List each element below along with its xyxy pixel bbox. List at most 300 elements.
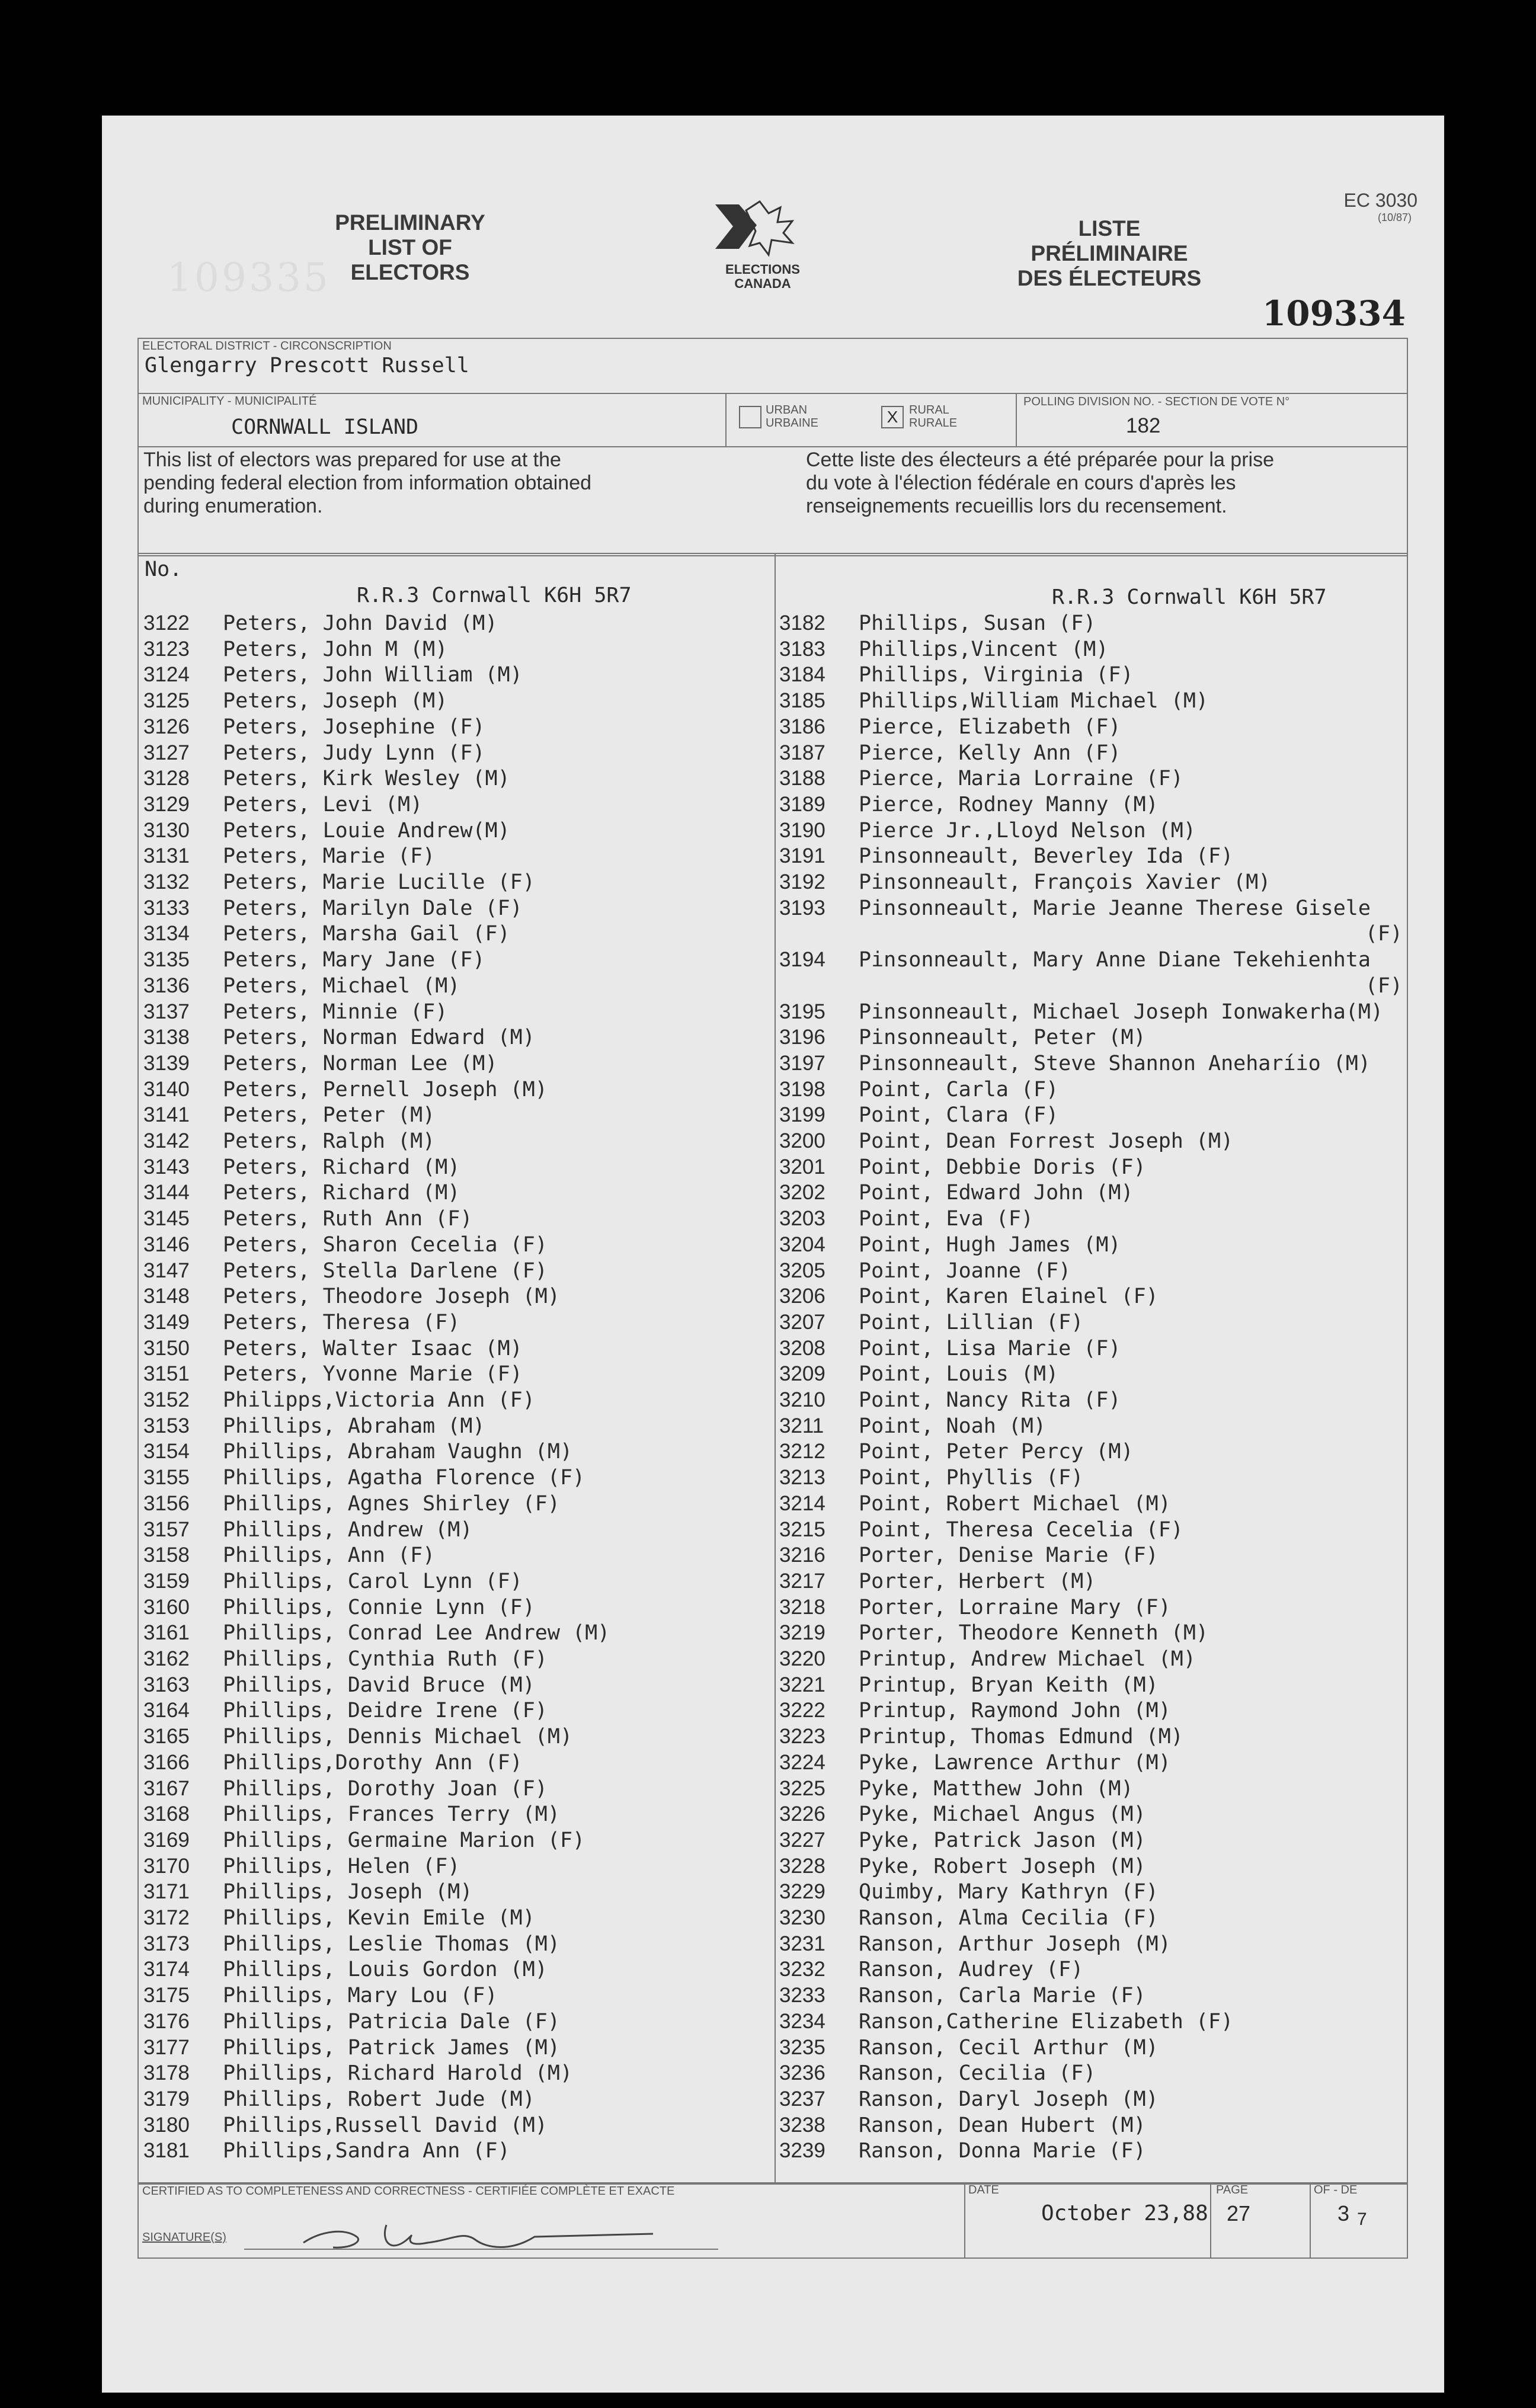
elector-number: 3139 <box>143 1051 190 1075</box>
elector-name: Point, Carla (F) <box>859 1077 1059 1101</box>
elector-number: 3227 <box>779 1828 825 1852</box>
elector-name: Peters, Louie Andrew(M) <box>223 818 510 843</box>
elector-name: Pierce, Rodney Manny (M) <box>859 792 1159 816</box>
elector-row <box>779 1776 1403 1802</box>
elector-row <box>143 1801 772 1827</box>
elector-number: 3232 <box>779 1958 825 1981</box>
elector-name: Porter, Herbert (M) <box>859 1569 1096 1593</box>
elector-number: 3215 <box>779 1517 825 1541</box>
elector-number: 3221 <box>779 1673 825 1696</box>
elector-row <box>779 1801 1403 1827</box>
elector-name: Peters, John William (M) <box>223 663 523 687</box>
elector-name: Ranson, Dean Hubert (M) <box>859 2113 1146 2137</box>
elector-name: Point, Karen Elainel (F) <box>859 1285 1159 1309</box>
elector-name: Ranson, Carla Marie (F) <box>859 1984 1146 2008</box>
elector-row <box>779 1051 1403 1077</box>
elector-row <box>143 1465 772 1491</box>
elector-name: Phillips, Patricia Dale (F) <box>223 2009 560 2034</box>
elector-name: Point, Theresa Cecelia (F) <box>859 1517 1183 1542</box>
elector-row <box>143 1879 772 1905</box>
elector-name: Pyke, Robert Joseph (M) <box>859 1854 1146 1878</box>
elector-row <box>779 1983 1403 2009</box>
faint-serial: 109335 <box>167 255 331 300</box>
elector-name: Peters, Judy Lynn (F) <box>223 741 485 765</box>
elector-row <box>779 1077 1403 1103</box>
elector-number: 3177 <box>143 2035 190 2059</box>
elector-number: 3202 <box>779 1181 825 1205</box>
elector-row <box>779 1232 1403 1258</box>
elector-name: Point, Robert Michael (M) <box>859 1491 1171 1516</box>
elector-number: 3172 <box>143 1906 190 1929</box>
page-label: PAGE <box>1216 2183 1249 2196</box>
elector-number: 3190 <box>779 818 825 842</box>
elector-name: Peters, Levi (M) <box>223 792 423 816</box>
elector-number: 3182 <box>779 611 825 635</box>
elector-number: 3179 <box>143 2087 190 2111</box>
elector-row <box>779 766 1403 792</box>
elector-name: Peters, Ralph (M) <box>223 1129 436 1153</box>
elector-name: Ranson,Catherine Elizabeth (F) <box>859 2009 1234 2034</box>
elector-name: Phillips, Joseph (M) <box>223 1880 473 1904</box>
elector-number: 3168 <box>143 1802 190 1826</box>
elector-number: 3229 <box>779 1880 825 1904</box>
elector-row <box>779 2009 1403 2035</box>
elector-name: Phillips, Ann (F) <box>223 1544 436 1568</box>
elector-row <box>779 1568 1403 1594</box>
elector-name: Phillips, Germaine Marion (F) <box>223 1828 585 1852</box>
elector-number: 3205 <box>779 1259 825 1282</box>
elector-name: Peters, Mary Jane (F) <box>223 948 485 972</box>
elector-row <box>143 1283 772 1309</box>
elector-name: Phillips,Dorothy Ann (F) <box>223 1750 523 1775</box>
elector-row <box>779 1646 1403 1672</box>
elector-number: 3152 <box>143 1388 190 1411</box>
elector-number: 3138 <box>143 1026 190 1049</box>
elector-row <box>143 1387 772 1413</box>
elector-row-continuation <box>779 921 1403 947</box>
right-address: R.R.3 Cornwall K6H 5R7 <box>1052 585 1327 609</box>
form-date: (10/87) <box>1377 212 1412 223</box>
elector-row <box>779 1309 1403 1336</box>
elector-name: Pierce Jr.,Lloyd Nelson (M) <box>859 818 1196 843</box>
municipality-value: CORNWALL ISLAND <box>231 415 419 439</box>
elector-name: Porter, Lorraine Mary (F) <box>859 1595 1171 1619</box>
elector-name: Phillips, Helen (F) <box>223 1854 460 1878</box>
elector-number: 3187 <box>779 741 825 764</box>
elector-row <box>143 1517 772 1543</box>
elector-name: Ranson, Cecil Arthur (M) <box>859 2035 1159 2060</box>
elector-number: 3141 <box>143 1103 190 1127</box>
elector-row <box>779 1750 1403 1776</box>
title-french: LISTE PRÉLIMINAIRE DES ÉLECTEURS <box>1017 216 1202 290</box>
elector-name: Phillips, Abraham (M) <box>223 1414 485 1438</box>
elector-name: Pierce, Elizabeth (F) <box>859 715 1121 739</box>
elector-name: Pinsonneault, Steve Shannon Aneharíio (M) <box>859 1051 1371 1075</box>
elector-number: 3209 <box>779 1362 825 1386</box>
elector-name: Printup, Andrew Michael (M) <box>859 1647 1196 1671</box>
elector-name: Phillips, Dennis Michael (M) <box>223 1725 573 1749</box>
urban-label: URBAN URBAINE <box>766 404 818 430</box>
elector-row <box>143 1361 772 1387</box>
elector-name: Peters, Joseph (M) <box>223 689 448 713</box>
elector-number: 3198 <box>779 1077 825 1101</box>
elector-name: Ranson, Cecilia (F) <box>859 2061 1096 2086</box>
elector-name: Phillips, Andrew (M) <box>223 1517 473 1542</box>
elector-number: 3159 <box>143 1569 190 1593</box>
elector-row <box>779 1154 1403 1180</box>
elector-row <box>779 1439 1403 1465</box>
elector-number: 3136 <box>143 974 190 997</box>
certified-label: CERTIFIED AS TO COMPLETENESS AND CORRECTNESS - CERTIFIÉE COMPLÈTE ET EXACTE <box>142 2185 675 2198</box>
elector-name: Philipps,Victoria Ann (F) <box>223 1388 535 1412</box>
elector-name: Point, Louis (M) <box>859 1362 1059 1386</box>
polling-label: POLLING DIVISION NO. - SECTION DE VOTE N° <box>1023 395 1290 408</box>
signature-scribble <box>297 2207 665 2260</box>
elector-name: Phillips, Mary Lou (F) <box>223 1984 498 2008</box>
elector-name: Point, Nancy Rita (F) <box>859 1388 1121 1412</box>
elector-number: 3164 <box>143 1699 190 1722</box>
electors-list-form <box>102 116 1444 2393</box>
elector-number: 3147 <box>143 1259 190 1282</box>
elector-number: 3200 <box>779 1129 825 1152</box>
elector-number: 3194 <box>779 948 825 972</box>
elector-number: 3137 <box>143 1000 190 1023</box>
elector-number: 3207 <box>779 1310 825 1334</box>
polling-value: 182 <box>1126 414 1161 437</box>
elector-name: Peters, Marie Lucille (F) <box>223 870 535 894</box>
elector-name: Point, Debbie Doris (F) <box>859 1155 1146 1179</box>
elector-number: 3233 <box>779 1984 825 2007</box>
elector-number: 3169 <box>143 1828 190 1852</box>
elector-row <box>779 792 1403 818</box>
elector-row <box>779 2112 1403 2138</box>
elector-number: 3185 <box>779 689 825 713</box>
elector-number: 3224 <box>779 1750 825 1774</box>
elector-number: 3235 <box>779 2035 825 2059</box>
elector-row <box>779 662 1403 688</box>
elector-name: Pinsonneault, Mary Anne Diane Tekehienhta <box>859 948 1371 972</box>
elector-row <box>143 1413 772 1439</box>
elector-name: Phillips, Abraham Vaughn (M) <box>223 1440 573 1464</box>
elector-name: Point, Dean Forrest Joseph (M) <box>859 1129 1234 1153</box>
elector-name: Peters, Marie (F) <box>223 844 436 869</box>
elector-name: Phillips, David Bruce (M) <box>223 1673 535 1697</box>
elector-row <box>779 818 1403 844</box>
elector-name: Peters, Sharon Cecelia (F) <box>223 1232 548 1257</box>
elector-number: 3193 <box>779 896 825 920</box>
elector-row <box>779 1180 1403 1206</box>
elector-number: 3216 <box>779 1544 825 1567</box>
elector-number: 3144 <box>143 1181 190 1205</box>
elector-number: 3142 <box>143 1129 190 1152</box>
elector-name: Peters, Kirk Wesley (M) <box>223 767 510 791</box>
elector-row <box>779 1361 1403 1387</box>
urban-checkbox <box>739 406 761 428</box>
elector-row-continuation <box>779 973 1403 999</box>
elector-row <box>143 1180 772 1206</box>
number-header: No. <box>145 558 183 581</box>
elector-name: Phillips, Connie Lynn (F) <box>223 1595 535 1619</box>
elector-name: Pyke, Patrick Jason (M) <box>859 1828 1146 1852</box>
elector-name-continuation: (F) <box>1365 974 1403 998</box>
elector-number: 3161 <box>143 1621 190 1645</box>
elector-row <box>143 1024 772 1051</box>
elector-name: Peters, Michael (M) <box>223 974 460 998</box>
elector-row <box>143 2060 772 2086</box>
elector-name: Pyke, Michael Angus (M) <box>859 1802 1146 1827</box>
elector-name: Ranson, Donna Marie (F) <box>859 2139 1146 2163</box>
notice-english: This list of electors was prepared for use at the pending federal election from information obtained during enumeration. <box>143 449 592 517</box>
elector-number: 3166 <box>143 1750 190 1774</box>
elector-row <box>143 1672 772 1698</box>
elector-name: Phillips, Carol Lynn (F) <box>223 1569 523 1593</box>
elector-name: Peters, Richard (M) <box>223 1181 460 1205</box>
elector-name: Phillips, Louis Gordon (M) <box>223 1958 548 1982</box>
elector-row <box>143 714 772 740</box>
elector-number: 3230 <box>779 1906 825 1929</box>
elector-name: Pierce, Maria Lorraine (F) <box>859 767 1183 791</box>
elector-name: Ranson, Audrey (F) <box>859 1958 1084 1982</box>
elector-number: 3226 <box>779 1802 825 1826</box>
elector-name: Peters, Peter (M) <box>223 1103 436 1128</box>
elector-row <box>143 999 772 1025</box>
elector-name: Point, Peter Percy (M) <box>859 1440 1134 1464</box>
elector-row <box>779 947 1403 973</box>
elector-number: 3174 <box>143 1958 190 1981</box>
elector-row <box>143 2112 772 2138</box>
elector-name: Printup, Thomas Edmund (M) <box>859 1725 1183 1749</box>
left-address: R.R.3 Cornwall K6H 5R7 <box>357 584 632 607</box>
elector-number: 3191 <box>779 844 825 868</box>
elector-row <box>779 1905 1403 1931</box>
elector-name: Porter, Denise Marie (F) <box>859 1544 1159 1568</box>
elector-row <box>143 2086 772 2112</box>
elector-row <box>143 1258 772 1284</box>
elector-name: Peters, John David (M) <box>223 611 498 635</box>
signature-label: SIGNATURE(S) <box>142 2231 226 2244</box>
elector-number: 3236 <box>779 2061 825 2085</box>
elector-row <box>779 1698 1403 1724</box>
elector-row <box>779 1594 1403 1621</box>
elector-name: Printup, Bryan Keith (M) <box>859 1673 1159 1697</box>
elector-row <box>779 2138 1403 2164</box>
elector-row <box>143 973 772 999</box>
elector-row <box>143 869 772 895</box>
elector-row <box>779 1128 1403 1154</box>
elector-number: 3189 <box>779 792 825 816</box>
elector-number: 3211 <box>779 1414 824 1437</box>
elector-row <box>779 895 1403 921</box>
elector-row <box>143 1154 772 1180</box>
elector-number: 3163 <box>143 1673 190 1696</box>
elector-number: 3143 <box>143 1155 190 1179</box>
elector-row <box>779 636 1403 662</box>
elector-name: Peters, Theodore Joseph (M) <box>223 1285 560 1309</box>
elector-name: Printup, Raymond John (M) <box>859 1699 1171 1723</box>
elector-number: 3154 <box>143 1440 190 1464</box>
elector-row <box>143 1309 772 1336</box>
elector-number: 3220 <box>779 1647 825 1670</box>
elector-row <box>143 1102 772 1128</box>
column-divider <box>775 554 776 2183</box>
elector-row <box>143 1646 772 1672</box>
elector-name: Pinsonneault, Michael Joseph Ionwakerha(M) <box>859 1000 1384 1024</box>
elector-name: Peters, Richard (M) <box>223 1155 460 1179</box>
elector-row <box>779 1413 1403 1439</box>
elector-name: Pyke, Matthew John (M) <box>859 1776 1134 1801</box>
elector-name: Phillips, Susan (F) <box>859 611 1096 635</box>
elector-row <box>143 1439 772 1465</box>
elector-number: 3239 <box>779 2139 825 2163</box>
elector-name: Phillips, Leslie Thomas (M) <box>223 1932 560 1956</box>
elector-row <box>143 1776 772 1802</box>
elector-number: 3146 <box>143 1232 190 1256</box>
elector-row <box>779 1956 1403 1983</box>
elector-number: 3219 <box>779 1621 825 1645</box>
elector-name: Point, Clara (F) <box>859 1103 1059 1128</box>
elector-name: Phillips,Vincent (M) <box>859 637 1109 661</box>
elector-name: Point, Hugh James (M) <box>859 1232 1121 1257</box>
elector-number: 3176 <box>143 2009 190 2033</box>
elector-number: 3223 <box>779 1725 825 1749</box>
elector-row <box>143 1620 772 1646</box>
elector-name: Peters, Theresa (F) <box>223 1310 460 1334</box>
elector-row <box>779 1258 1403 1284</box>
elector-number: 3175 <box>143 1984 190 2007</box>
date-value: October 23,88 <box>1041 2201 1208 2226</box>
elector-name: Peters, Yvonne Marie (F) <box>223 1362 523 1386</box>
elector-number: 3178 <box>143 2061 190 2085</box>
elector-row <box>143 1542 772 1568</box>
elector-number: 3212 <box>779 1440 825 1464</box>
elector-name: Quimby, Mary Kathryn (F) <box>859 1880 1159 1904</box>
elector-number: 3133 <box>143 896 190 920</box>
elector-name: Point, Edward John (M) <box>859 1181 1134 1205</box>
elector-number: 3208 <box>779 1336 825 1360</box>
elector-row <box>779 2060 1403 2086</box>
elector-number: 3140 <box>143 1077 190 1101</box>
elector-number: 3160 <box>143 1595 190 1619</box>
elector-row <box>779 1024 1403 1051</box>
elector-name: Point, Noah (M) <box>859 1414 1047 1438</box>
elector-row <box>779 869 1403 895</box>
district-value: Glengarry Prescott Russell <box>145 354 469 377</box>
elector-name: Pierce, Kelly Ann (F) <box>859 741 1121 765</box>
elector-number: 3196 <box>779 1026 825 1049</box>
elector-number: 3122 <box>143 611 190 635</box>
elector-row <box>779 1931 1403 1957</box>
elector-name: Pinsonneault, Marie Jeanne Therese Gisele <box>859 896 1371 920</box>
elector-name: Phillips,Russell David (M) <box>223 2113 548 2137</box>
elector-name: Peters, Stella Darlene (F) <box>223 1259 548 1283</box>
elector-row <box>779 1102 1403 1128</box>
elector-number: 3173 <box>143 1932 190 1955</box>
rural-checkbox: X <box>881 406 904 428</box>
elector-row <box>143 2009 772 2035</box>
elector-name: Phillips, Richard Harold (M) <box>223 2061 573 2086</box>
elector-row <box>143 1724 772 1750</box>
elector-name: Phillips, Frances Terry (M) <box>223 1802 560 1827</box>
elector-row <box>779 1491 1403 1517</box>
elector-row <box>143 1568 772 1594</box>
elector-number: 3197 <box>779 1051 825 1075</box>
elector-name: Phillips, Agnes Shirley (F) <box>223 1491 560 1516</box>
elector-row <box>143 947 772 973</box>
elector-row <box>143 1077 772 1103</box>
elector-row <box>143 1827 772 1853</box>
elector-row <box>143 1206 772 1232</box>
elector-row <box>779 2086 1403 2112</box>
elector-number: 3150 <box>143 1336 190 1360</box>
elector-number: 3149 <box>143 1310 190 1334</box>
elector-row <box>779 1387 1403 1413</box>
elector-row <box>143 1698 772 1724</box>
elector-name: Peters, Ruth Ann (F) <box>223 1207 473 1231</box>
elector-row <box>143 1905 772 1931</box>
elector-row <box>779 999 1403 1025</box>
elector-name: Peters, Norman Edward (M) <box>223 1026 535 1050</box>
elector-name: Phillips,William Michael (M) <box>859 689 1209 713</box>
elector-number: 3156 <box>143 1491 190 1515</box>
elector-number: 3222 <box>779 1699 825 1722</box>
elector-row <box>779 1336 1403 1362</box>
elector-number: 3180 <box>143 2113 190 2137</box>
elector-row <box>779 714 1403 740</box>
notice-french: Cette liste des électeurs a été préparée pour la prise du vote à l'élection fédérale en cours d'après les renseignements recueillis lors du recensement. <box>806 449 1275 517</box>
elector-row <box>779 740 1403 766</box>
elector-row <box>143 921 772 947</box>
elector-name: Phillips, Dorothy Joan (F) <box>223 1776 548 1801</box>
elector-name: Peters, Norman Lee (M) <box>223 1051 498 1075</box>
elector-row <box>143 895 772 921</box>
elector-name: Point, Eva (F) <box>859 1207 1034 1231</box>
elector-number: 3125 <box>143 689 190 713</box>
elector-number: 3186 <box>779 715 825 738</box>
elector-name: Phillips, Kevin Emile (M) <box>223 1906 535 1930</box>
elector-name: Ranson, Arthur Joseph (M) <box>859 1932 1171 1956</box>
elector-row <box>143 688 772 714</box>
elector-number: 3188 <box>779 767 825 790</box>
elector-name-continuation: (F) <box>1365 922 1403 946</box>
district-label: ELECTORAL DISTRICT - CIRCONSCRIPTION <box>142 340 392 353</box>
elector-number: 3234 <box>779 2009 825 2033</box>
rural-label: RURAL RURALE <box>909 404 958 430</box>
form-code: EC 3030 <box>1343 190 1417 211</box>
elector-number: 3126 <box>143 715 190 738</box>
elector-number: 3184 <box>779 663 825 687</box>
elector-number: 3165 <box>143 1725 190 1749</box>
elector-name: Pinsonneault, François Xavier (M) <box>859 870 1271 894</box>
elector-row <box>143 792 772 818</box>
elector-name: Peters, Marilyn Dale (F) <box>223 896 523 920</box>
elector-row <box>143 1983 772 2009</box>
elector-number: 3135 <box>143 948 190 972</box>
elector-row <box>779 1827 1403 1853</box>
elector-number: 3210 <box>779 1388 825 1411</box>
elector-number: 3132 <box>143 870 190 894</box>
elector-name: Phillips, Agatha Florence (F) <box>223 1466 585 1490</box>
elector-row <box>143 1853 772 1879</box>
elector-row <box>143 1931 772 1957</box>
elector-row <box>143 2138 772 2164</box>
elector-row <box>143 1594 772 1621</box>
elector-number: 3148 <box>143 1285 190 1308</box>
elector-name: Peters, Marsha Gail (F) <box>223 922 510 946</box>
elector-row <box>779 1879 1403 1905</box>
elector-row <box>143 1491 772 1517</box>
elector-number: 3192 <box>779 870 825 894</box>
elector-name: Pyke, Lawrence Arthur (M) <box>859 1750 1171 1775</box>
